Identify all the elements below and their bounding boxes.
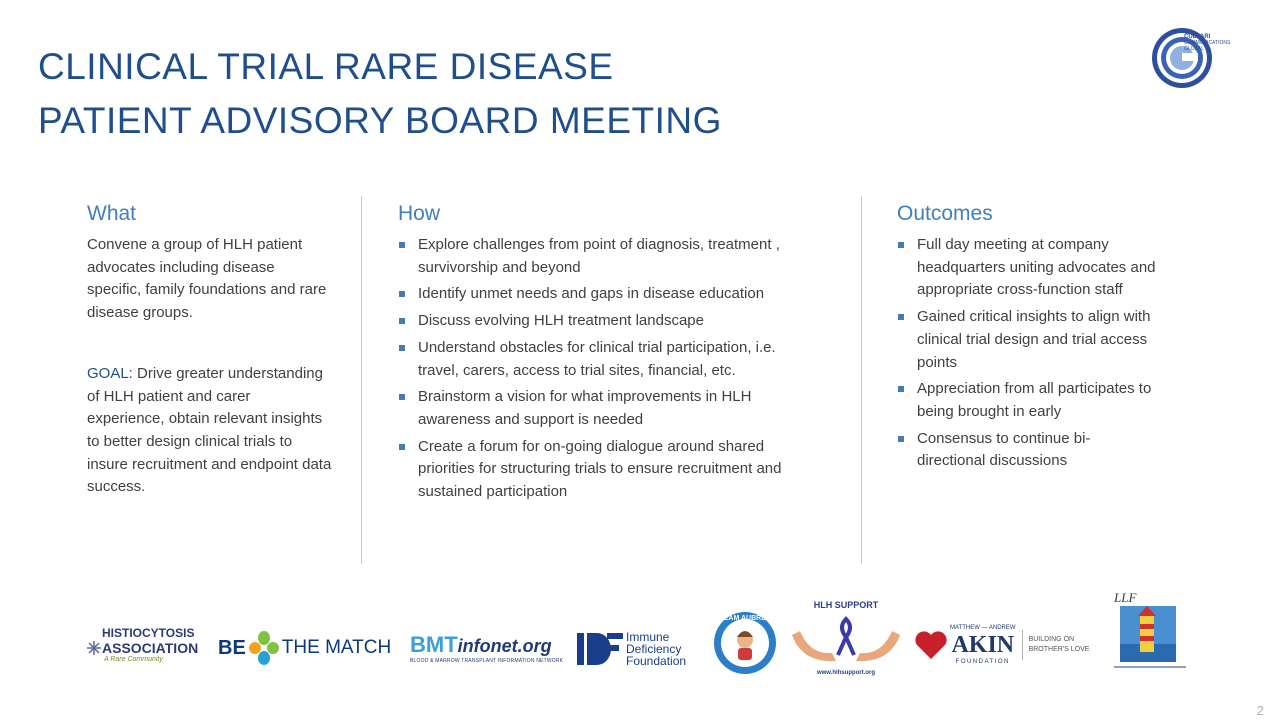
outcome-item: Consensus to continue bi-directional discussions [897,428,1117,473]
goal-text: Drive greater understanding of HLH patient and carer experience, obtain relevant insights to better design clinical trials to insure recruitment and endpoint data success. [87,364,332,496]
bmt-rest-text: infonet.org [457,636,552,656]
histio-text-3: A Rare Community [104,656,163,663]
how-column [398,200,818,508]
bmt-sub-text: BLOOD & MARROW TRANSPLANT INFORMATION NETWORK [410,658,564,664]
outcome-item: Appreciation from all participates to being brought in early [897,378,1177,423]
be-the-match-logo [218,630,391,666]
lighthouse-icon [1106,588,1190,672]
bmt-main-text: BMT [410,632,458,657]
match-flower-icon [249,631,279,665]
akin-tagline-2: BROTHER'S LOVE [1028,646,1090,653]
aubrey-text: TEAM AUBREY [719,615,771,622]
outcome-item: Gained critical insights to align with clinical trial design and trial access points [897,306,1177,374]
histio-text-1: HISTIOCYTOSIS [102,626,195,640]
outcomes-list [897,234,1177,473]
svg-text:CULLARI: CULLARI [1184,34,1211,40]
goal-paragraph [87,363,332,499]
slide-title-line-2: PATIENT ADVISORY BOARD MEETING [38,100,722,141]
column-divider-2 [861,196,862,564]
hands-ribbon-icon [788,615,904,665]
match-be-text: BE [218,636,246,659]
page-number: 2 [1256,703,1264,718]
heart-icon [914,629,948,661]
hlh-support-logo [786,600,906,676]
akin-sub-text: FOUNDATION [955,659,1010,665]
akin-foundation-logo [914,622,1089,668]
goal-label: GOAL: [87,364,133,382]
how-item: Brainstorm a vision for what improvements in HLH awareness and support is needed [398,386,768,431]
outcomes-heading: Outcomes [897,202,993,225]
svg-text:COMMUNICATIONS: COMMUNICATIONS [1184,40,1231,46]
idf-text-3: Foundation [626,654,687,668]
how-item: Identify unmet needs and gaps in disease education [398,283,818,306]
slide-title [38,40,722,148]
idf-text-2: Deficiency [626,642,682,656]
how-item: Understand obstacles for clinical trial participation, i.e. travel, carers, access to trial sites, financial, etc. [398,337,798,382]
partner-logos [80,588,1200,684]
team-aubrey-logo [712,610,778,676]
lighthouse-foundation-logo [1106,588,1190,672]
hlh-top-text: HLH SUPPORT [813,600,879,610]
how-list [398,234,818,504]
what-column [87,200,332,499]
bmt-infonet-logo [410,632,563,664]
idf-icon [576,631,624,667]
akin-top-text: MATTHEW — ANDREW [950,625,1016,631]
histio-text-2: ASSOCIATION [102,640,199,656]
hlh-url-text: www.hlhsupport.org [816,670,876,676]
column-divider-1 [361,196,362,564]
slide-title-line-1: CLINICAL TRIAL RARE DISEASE [38,46,614,87]
akin-tagline-1: BUILDING ON [1028,636,1075,643]
how-item: Discuss evolving HLH treatment landscape [398,310,818,333]
what-description: Convene a group of HLH patient advocates including disease specific, family foundations and rare disease groups. [87,236,327,322]
histiocytosis-association-logo [86,626,206,663]
immune-deficiency-foundation-logo [576,631,686,667]
outcome-item: Full day meeting at company headquarters uniting advocates and appropriate cross-function staff [897,234,1177,302]
how-item: Create a forum for on-going dialogue around shared priorities for structuring trials to ensure recruitment and sustained participation [398,436,818,504]
akin-main-text: AKIN [951,632,1015,658]
svg-text:GLOBAL: GLOBAL [1184,46,1205,52]
starburst-icon [86,640,102,656]
outcomes-column [897,200,1177,477]
how-item: Explore challenges from point of diagnosis, treatment , survivorship and beyond [398,234,818,279]
how-heading: How [398,202,441,225]
svg-text:LLF: LLF [1114,590,1137,605]
what-heading: What [87,202,137,225]
match-rest-text: THE MATCH [281,637,392,658]
cullari-logo-icon [1148,26,1248,92]
idf-text-1: Immune [626,630,670,644]
